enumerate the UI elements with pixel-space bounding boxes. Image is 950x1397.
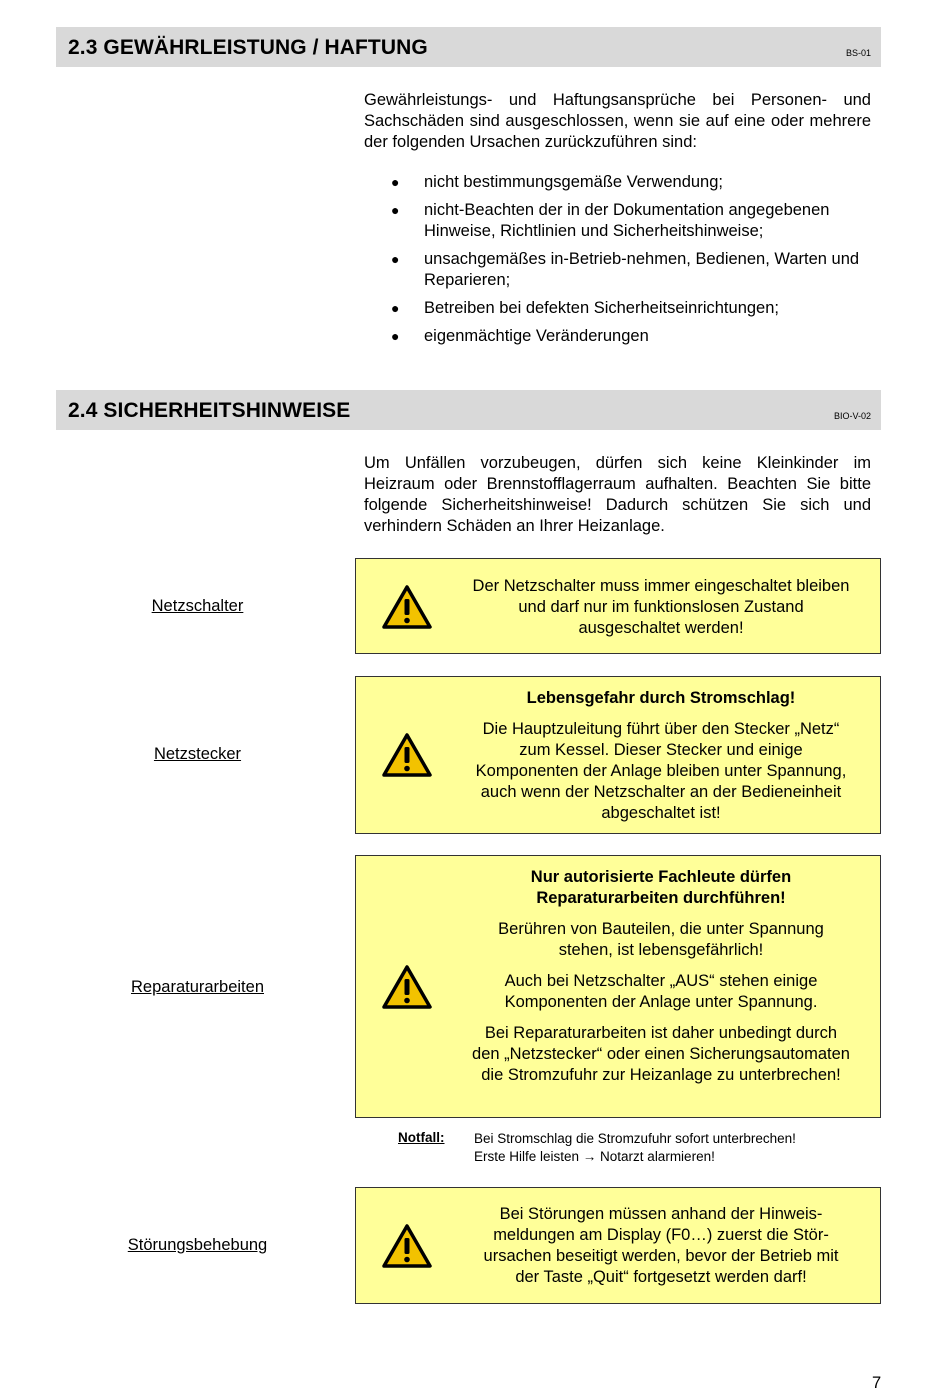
list-item: ● unsachgemäßes in-Betrieb-nehmen, Bedienen, Warten und Reparieren; <box>391 250 860 289</box>
list-item: ● eigenmächtige Veränderungen <box>391 327 649 345</box>
section-title: 2.3 GEWÄHRLEISTUNG / HAFTUNG <box>68 36 428 59</box>
bullet-icon: ● <box>391 202 400 218</box>
warning-box-netzschalter <box>355 558 881 654</box>
section-header-2-4 <box>56 390 881 430</box>
warranty-intro: Gewährleistungs- und Haftungsansprüche bei Personen- und Sachschäden sind ausgeschlossen, wenn sie auf eine oder mehrere der folgenden Ursachen zurückzuführen sind: <box>364 91 871 151</box>
section-header-2-3 <box>56 27 881 67</box>
warning-triangle-icon <box>382 1224 432 1268</box>
cause-list <box>388 172 878 354</box>
warning-triangle-icon <box>382 965 432 1009</box>
section-title: 2.4 SICHERHEITSHINWEISE <box>68 399 351 422</box>
bullet-icon: ● <box>391 174 400 190</box>
list-item: ● nicht-Beachten der in der Dokumentation angegebenen Hinweise, Richtlinien und Sicherheitshinweise; <box>391 201 830 240</box>
warning-text: Der Netzschalter muss immer eingeschaltet bleiben und darf nur im funktionslosen Zustand ausgeschaltet werden! <box>472 577 850 637</box>
bullet-icon: ● <box>391 328 400 344</box>
page-number: 7 <box>872 1374 882 1392</box>
warning-box-stoerungsbehebung <box>355 1187 881 1304</box>
section-code: BS-01 <box>845 48 871 58</box>
notfall-label: Notfall: <box>398 1130 445 1145</box>
bullet-icon: ● <box>391 251 400 267</box>
warning-label-netzschalter: Netzschalter <box>151 597 244 615</box>
safety-intro: Um Unfällen vorzubeugen, dürfen sich keine Kleinkinder im Heizraum oder Brennstofflagerraum aufhalten. Beachten Sie bitte folgende Sicherheitshinweise! Dadurch schützen Sie sich und verhindern Schäden an Ihrer Heizanlage. <box>364 454 871 535</box>
section-code: BIO-V-02 <box>833 411 871 421</box>
warning-text: Lebensgefahr durch Stromschlag! Die Hauptzuleitung führt über den Stecker „Netz“ zum Kessel. Dieser Stecker und einige Komponenten der Anlage bleiben unter Spannung, auch wenn der Netzschalter an der Bedieneinheit abgeschaltet ist! <box>475 689 847 822</box>
warning-label-reparaturarbeiten: Reparaturarbeiten <box>131 978 264 996</box>
warning-text: Nur autorisierte Fachleute dürfen Reparaturarbeiten durchführen! Berühren von Bauteilen, die unter Spannung stehen, ist lebensgefährlich! Auch bei Netzschalter „AUS“ stehen einige Komponenten der Anlage unter Spannung. Bei Reparaturarbeiten ist daher unbedingt durch den „Netzstecker“ oder einen Sicherungsautomaten die Stromzufuhr zur Heizanlage zu unterbrechen! <box>472 868 850 1084</box>
list-item: ● Betreiben bei defekten Sicherheitseinrichtungen; <box>391 299 779 317</box>
warning-heading: Nur autorisierte Fachleute dürfen Reparaturarbeiten durchführen! <box>530 868 792 907</box>
warning-triangle-icon <box>382 733 432 777</box>
notfall-line: Erste Hilfe leisten → Notarzt alarmieren! <box>474 1149 715 1164</box>
warning-box-reparaturarbeiten <box>355 855 881 1118</box>
list-item: ● nicht bestimmungsgemäße Verwendung; <box>391 173 723 191</box>
notfall-line: Bei Stromschlag die Stromzufuhr sofort unterbrechen! <box>474 1131 796 1146</box>
warning-heading: Lebensgefahr durch Stromschlag! <box>526 689 796 707</box>
notfall-text <box>474 1130 874 1166</box>
warning-triangle-icon <box>382 585 432 629</box>
warning-box-netzstecker <box>355 676 881 834</box>
warning-label-netzstecker: Netzstecker <box>153 745 242 763</box>
bullet-icon: ● <box>391 300 400 316</box>
warning-text: Bei Störungen müssen anhand der Hinweis-meldungen am Display (F0…) zuerst die Stör-ursachen beseitigt werden, bevor der Betrieb mit der Taste „Quit“ fortgesetzt werden darf! <box>483 1205 839 1286</box>
warning-label-stoerungsbehebung: Störungsbehebung <box>127 1236 268 1254</box>
